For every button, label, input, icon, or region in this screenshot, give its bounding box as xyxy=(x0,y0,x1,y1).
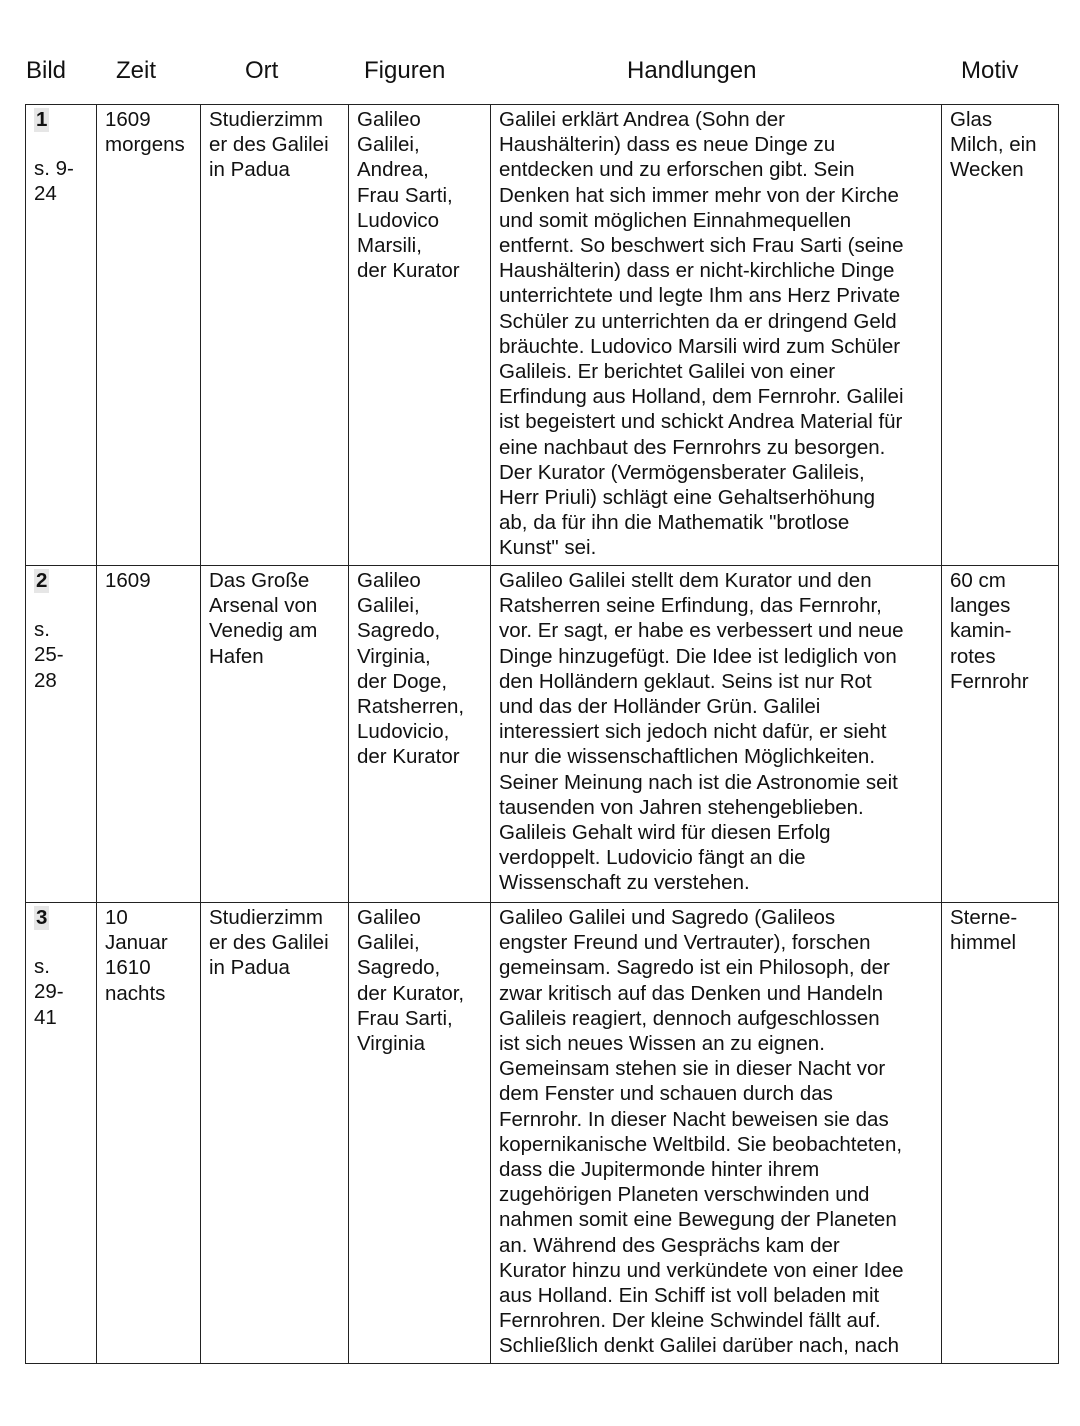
handlungen-text xyxy=(499,568,933,896)
cell-motiv xyxy=(942,566,1059,903)
handlungen-line: Kurator hinzu und verkündete von einer Idee xyxy=(499,1258,904,1282)
figuren-line: Galilei, xyxy=(357,931,420,955)
header-bild: Bild xyxy=(26,57,67,84)
handlungen-line: engster Freund und Vertrauter), forschen xyxy=(499,931,871,955)
handlungen-line: Schließlich denkt Galilei darüber nach, nach xyxy=(499,1334,899,1358)
figuren-line: Virginia, xyxy=(357,644,431,668)
handlungen-line: und somit möglichen Einnahmequellen xyxy=(499,208,852,232)
figuren-line: Frau Sarti, xyxy=(357,1006,453,1030)
handlungen-line: Wissenschaft zu verstehen. xyxy=(499,871,750,895)
page-range xyxy=(34,954,88,1030)
ort-text xyxy=(209,905,340,981)
cell-figuren xyxy=(349,566,491,903)
ort-text xyxy=(209,568,340,669)
figuren-line: Andrea, xyxy=(357,158,429,182)
motiv-text xyxy=(950,568,1050,694)
motiv-line: Wecken xyxy=(950,158,1024,182)
pages-line: 25- xyxy=(34,643,64,667)
pages-line: 24 xyxy=(34,182,57,206)
figuren-line: Galilei, xyxy=(357,594,420,618)
motiv-line: himmel xyxy=(950,931,1017,955)
figuren-text xyxy=(357,905,482,1056)
handlungen-line: Galilei erklärt Andrea (Sohn der xyxy=(499,108,786,131)
handlungen-line: dem Fenster und schauen durch das xyxy=(499,1082,833,1106)
handlungen-line: unterrichtete und legte Ihm ans Herz Private xyxy=(499,284,901,308)
motiv-text xyxy=(950,905,1050,955)
figuren-line: Ludovico xyxy=(357,208,440,232)
ort-line: er des Galilei xyxy=(209,931,329,955)
handlungen-line: ab, da für ihn die Mathematik "brotlose xyxy=(499,511,850,535)
pages-line: s. 9- xyxy=(34,157,74,181)
figuren-line: Galileo xyxy=(357,906,421,929)
scene-table xyxy=(25,104,1059,1364)
header-figuren: Figuren xyxy=(364,57,446,84)
header-handlungen: Handlungen xyxy=(627,57,757,84)
page-range xyxy=(34,617,88,693)
figuren-line: Sagredo, xyxy=(357,956,441,980)
motiv-line: Fernrohr xyxy=(950,669,1029,693)
table-header-row xyxy=(0,56,1080,92)
pages-line: 29- xyxy=(34,980,64,1004)
handlungen-line: nur die wissenschaftlichen Möglichkeiten. xyxy=(499,745,876,769)
handlungen-text xyxy=(499,905,933,1359)
handlungen-line: zwar kritisch auf das Denken und Handeln xyxy=(499,981,884,1005)
header-ort: Ort xyxy=(245,57,279,84)
pages-line: 28 xyxy=(34,668,57,692)
handlungen-line: ist sich neues Wissen an zu eignen. xyxy=(499,1032,825,1056)
figuren-line: Virginia xyxy=(357,1032,425,1056)
handlungen-line: Haushälterin) dass er nicht-kirchliche Dinge xyxy=(499,259,895,283)
handlungen-line: Galileo Galilei stellt dem Kurator und den xyxy=(499,569,872,592)
pages-line: s. xyxy=(34,618,50,642)
handlungen-line: Dinge hinzugefügt. Die Idee ist lediglich von xyxy=(499,644,897,668)
motiv-text xyxy=(950,107,1050,183)
motiv-line: kamin- xyxy=(950,619,1012,643)
handlungen-line: Fernrohren. Der kleine Schwindel fällt auf. xyxy=(499,1309,881,1333)
header-zeit: Zeit xyxy=(116,57,157,84)
handlungen-line: nahmen somit eine Bewegung der Planeten xyxy=(499,1208,897,1232)
ort-line: er des Galilei xyxy=(209,133,329,157)
handlungen-line: tausenden von Jahren stehengeblieben. xyxy=(499,795,864,819)
handlungen-line: Galileis Gehalt wird für diesen Erfolg xyxy=(499,821,831,845)
pages-line: s. xyxy=(34,955,50,979)
motiv-line: Glas xyxy=(950,108,993,131)
figuren-line: Marsili, xyxy=(357,234,422,258)
cell-ort xyxy=(201,566,349,903)
motiv-line: langes xyxy=(950,594,1011,618)
ort-line: in Padua xyxy=(209,158,290,182)
handlungen-line: zugehörigen Planeten verschwinden und xyxy=(499,1183,870,1207)
zeit-line: Januar xyxy=(105,931,168,955)
figuren-line: Frau Sarti, xyxy=(357,183,453,207)
pages-line: 41 xyxy=(34,1005,57,1029)
ort-line: Arsenal von xyxy=(209,594,318,618)
cell-bild xyxy=(26,566,97,903)
figuren-line: Galileo xyxy=(357,569,421,592)
ort-text xyxy=(209,107,340,183)
zeit-line: 1610 xyxy=(105,956,151,980)
zeit-line: morgens xyxy=(105,133,185,157)
handlungen-line: entdecken und zu erforschen gibt. Sein xyxy=(499,158,855,182)
handlungen-line: Galileis. Er berichtet Galilei von einer xyxy=(499,360,836,384)
zeit-text xyxy=(105,905,192,1006)
handlungen-line: eine nachbaut des Fernrohrs zu besorgen. xyxy=(499,435,886,459)
cell-handlungen xyxy=(491,105,942,566)
handlungen-line: ist begeistert und schickt Andrea Material für xyxy=(499,410,903,434)
page-range xyxy=(34,156,88,206)
handlungen-text xyxy=(499,107,933,561)
handlungen-line: Galileis reagiert, dennoch aufgeschlossen xyxy=(499,1006,880,1030)
handlungen-line: Herr Priuli) schlägt eine Gehaltserhöhung xyxy=(499,486,876,510)
handlungen-line: an. Während des Gesprächs kam der xyxy=(499,1233,840,1257)
figuren-line: Ludovicio, xyxy=(357,720,450,744)
figuren-line: Ratsherren, xyxy=(357,695,465,719)
ort-line: Studierzimm xyxy=(209,906,323,929)
handlungen-line: dass die Jupitermonde hinter ihrem xyxy=(499,1158,820,1182)
cell-ort xyxy=(201,105,349,566)
figuren-line: der Doge, xyxy=(357,669,448,693)
scene-number: 2 xyxy=(36,569,48,592)
cell-motiv xyxy=(942,105,1059,566)
cell-zeit xyxy=(97,566,201,903)
figuren-line: der Kurator, xyxy=(357,981,465,1005)
handlungen-line: Der Kurator (Vermögensberater Galileis, xyxy=(499,460,865,484)
ort-line: Venedig am xyxy=(209,619,318,643)
table-row xyxy=(26,903,1059,1364)
handlungen-line: und das der Holländer Grün. Galilei xyxy=(499,695,821,719)
figuren-line: Galileo xyxy=(357,108,421,131)
cell-zeit xyxy=(97,105,201,566)
handlungen-line: aus Holland. Ein Schiff ist voll beladen mit xyxy=(499,1284,880,1308)
handlungen-line: Erfindung aus Holland, dem Fernrohr. Galilei xyxy=(499,385,904,409)
handlungen-line: kopernikanische Weltbild. Sie beobachteten, xyxy=(499,1132,903,1156)
cell-zeit xyxy=(97,903,201,1364)
cell-ort xyxy=(201,903,349,1364)
handlungen-line: den Holländern geklaut. Seins ist nur Rot xyxy=(499,669,872,693)
zeit-line: nachts xyxy=(105,981,166,1005)
handlungen-line: Haushälterin) dass es neue Dinge zu xyxy=(499,133,836,157)
ort-line: Hafen xyxy=(209,644,264,668)
figuren-line: der Kurator xyxy=(357,745,460,769)
handlungen-line: Fernrohr. In dieser Nacht beweisen sie das xyxy=(499,1107,889,1131)
handlungen-line: Denken hat sich immer mehr von der Kirche xyxy=(499,183,899,207)
handlungen-line: interessiert sich jedoch nicht dafür, er sieht xyxy=(499,720,887,744)
zeit-line: 10 xyxy=(105,906,128,929)
handlungen-line: Seiner Meinung nach ist die Astronomie seit xyxy=(499,770,898,794)
handlungen-line: Galileo Galilei und Sagredo (Galileos xyxy=(499,906,836,929)
motiv-line: Milch, ein xyxy=(950,133,1037,157)
cell-figuren xyxy=(349,903,491,1364)
handlungen-line: Schüler zu unterrichten da er dringend Geld xyxy=(499,309,897,333)
cell-bild xyxy=(26,105,97,566)
zeit-text xyxy=(105,107,192,157)
handlungen-line: Gemeinsam stehen sie in dieser Nacht vor xyxy=(499,1057,886,1081)
zeit-line: 1609 xyxy=(105,569,151,592)
motiv-line: Sterne- xyxy=(950,906,1018,929)
cell-handlungen xyxy=(491,903,942,1364)
figuren-text xyxy=(357,568,482,770)
handlungen-line: bräuchte. Ludovico Marsili wird zum Schüler xyxy=(499,334,901,358)
table-row xyxy=(26,105,1059,566)
scene-number: 1 xyxy=(36,108,48,131)
zeit-line: 1609 xyxy=(105,108,151,131)
cell-handlungen xyxy=(491,566,942,903)
handlungen-line: verdoppelt. Ludovicio fängt an die xyxy=(499,846,806,870)
handlungen-line: Ratsherren seine Erfindung, das Fernrohr, xyxy=(499,594,882,618)
cell-bild xyxy=(26,903,97,1364)
cell-motiv xyxy=(942,903,1059,1364)
handlungen-line: gemeinsam. Sagredo ist ein Philosoph, der xyxy=(499,956,890,980)
cell-figuren xyxy=(349,105,491,566)
motiv-line: 60 cm xyxy=(950,569,1006,592)
handlungen-line: Kunst" sei. xyxy=(499,536,597,560)
header-motiv: Motiv xyxy=(961,57,1019,84)
ort-line: Das Große xyxy=(209,569,310,592)
zeit-text xyxy=(105,568,192,593)
figuren-line: der Kurator xyxy=(357,259,460,283)
scene-number: 3 xyxy=(36,906,48,929)
table-row xyxy=(26,566,1059,903)
handlungen-line: entfernt. So beschwert sich Frau Sarti (seine xyxy=(499,234,904,258)
ort-line: Studierzimm xyxy=(209,108,323,131)
handlungen-line: vor. Er sagt, er habe es verbessert und neue xyxy=(499,619,904,643)
figuren-line: Sagredo, xyxy=(357,619,441,643)
motiv-line: rotes xyxy=(950,644,996,668)
ort-line: in Padua xyxy=(209,956,290,980)
figuren-text xyxy=(357,107,482,283)
figuren-line: Galilei, xyxy=(357,133,420,157)
